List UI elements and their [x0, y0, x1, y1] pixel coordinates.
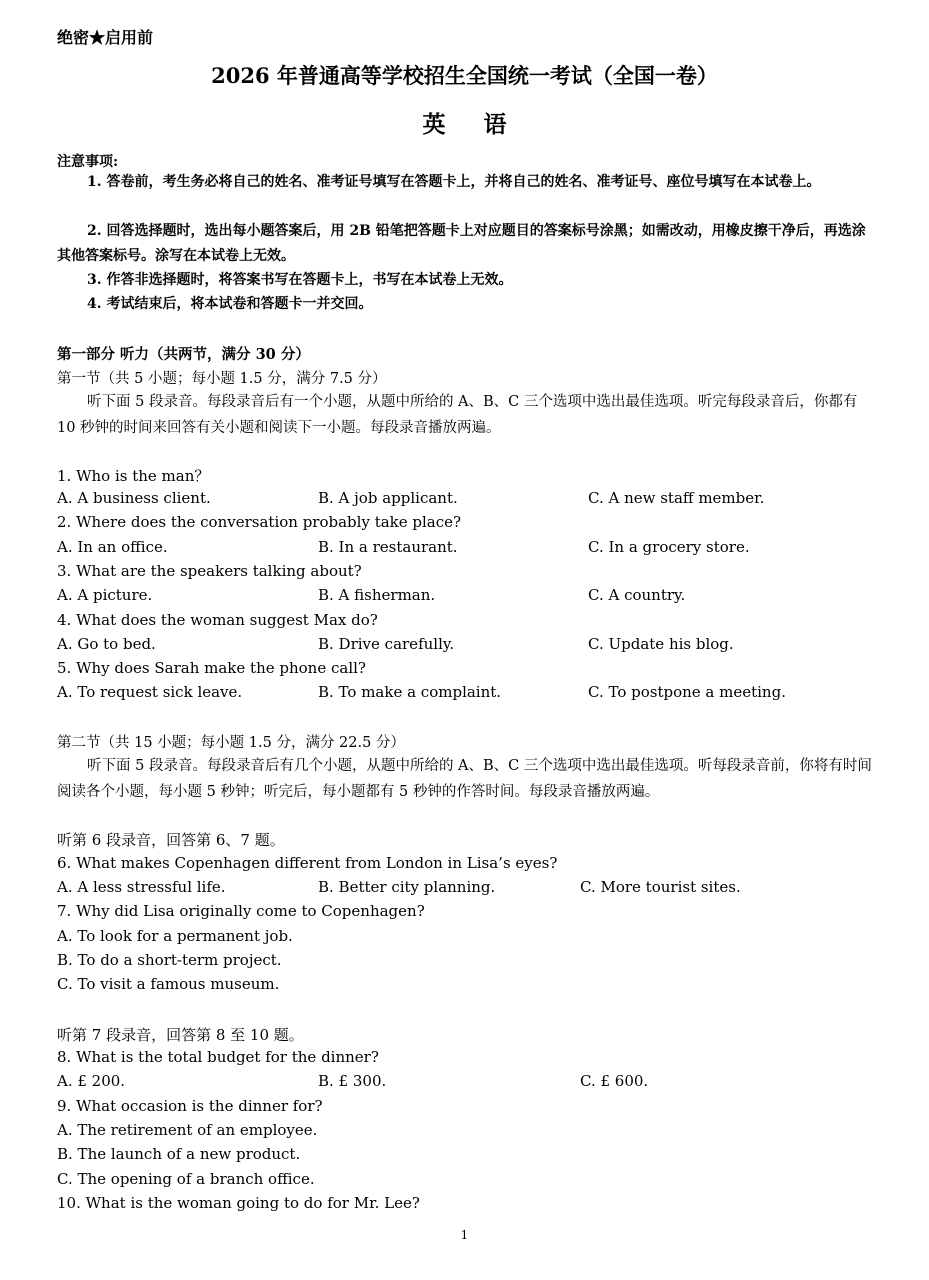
option-c: C. The opening of a branch office. — [57, 1170, 315, 1188]
option-b: B. To make a complaint. — [318, 683, 502, 701]
option-c: C. A country. — [588, 586, 686, 604]
note-item: 3. 作答非选择题时，将答案书写在答题卡上，书写在本试卷上无效。 — [87, 272, 513, 288]
option-b: B. Better city planning. — [318, 878, 496, 896]
question-text: 1. Who is the man？ — [57, 467, 210, 485]
option-b: B. To do a short-term project. — [57, 951, 282, 969]
question-text: 9. What occasion is the dinner for? — [57, 1097, 323, 1115]
subject-title: 英语 — [422, 111, 545, 138]
section1-title: 第一节（共 5 小题；每小题 1.5 分，满分 7.5 分） — [57, 371, 387, 387]
section2-instructions: 听下面 5 段录音。每段录音后有几个小题，从题中所给的 A、B、C 三个选项中选出最佳选项。听每段录音前，你将有时间阅读各个小题，每小题 5 秒钟；听完后，每小题都有 5 秒钟的作答时间。每段录音播放两遍。 — [57, 758, 872, 800]
question-text: 10. What is the woman going to do for Mr. Lee? — [57, 1194, 420, 1212]
note-item: 1. 答卷前，考生务必将自己的姓名、准考证号填写在答题卡上，并将自己的姓名、准考证号、座位号填写在本试卷上。 — [87, 174, 821, 190]
option-c: C. A new staff member. — [588, 489, 765, 507]
question-text: 3. What are the speakers talking about? — [57, 562, 362, 580]
note-item: 4. 考试结束后，将本试卷和答题卡一并交回。 — [87, 296, 373, 312]
question-text: 6. What makes Copenhagen different from London in Lisa’s eyes? — [57, 854, 558, 872]
option-b: B. A fisherman. — [318, 586, 436, 604]
option-b: B. Drive carefully. — [318, 635, 455, 653]
part1-title: 第一部分 听力（共两节，满分 30 分） — [57, 346, 310, 363]
option-b: B. In a restaurant. — [318, 538, 458, 556]
option-a: A. A picture. — [57, 586, 153, 604]
option-c: C. £ 600. — [580, 1072, 649, 1090]
option-a: A. In an office. — [57, 538, 168, 556]
option-c: C. More tourist sites. — [580, 878, 741, 896]
option-b: B. The launch of a new product. — [57, 1145, 301, 1163]
option-c: C. To postpone a meeting. — [588, 683, 786, 701]
question-text: 5. Why does Sarah make the phone call? — [57, 659, 366, 677]
question-text: 2. Where does the conversation probably take place? — [57, 513, 462, 531]
confidential-label: 绝密★启用前 — [57, 28, 154, 47]
group-instruction: 听第 7 段录音，回答第 8 至 10 题。 — [57, 1026, 304, 1044]
group-instruction: 听第 6 段录音，回答第 6、7 题。 — [57, 831, 285, 849]
page-number: 1 — [460, 1228, 469, 1242]
option-a: A. £ 200. — [57, 1072, 126, 1090]
section2-title: 第二节（共 15 小题；每小题 1.5 分，满分 22.5 分） — [57, 735, 405, 751]
option-c: C. Update his blog. — [588, 635, 734, 653]
question-text: 7. Why did Lisa originally come to Copenhagen? — [57, 902, 425, 920]
notes-heading: 注意事项: — [57, 154, 119, 170]
option-b: B. A job applicant. — [318, 489, 458, 507]
section1-instructions: 听下面 5 段录音。每段录音后有一个小题，从题中所给的 A、B、C 三个选项中选出最佳选项。听完每段录音后，你都有 10 秒钟的时间来回答有关小题和阅读下一小题。每段录音播放两遍。 — [57, 394, 858, 436]
question-text: 8. What is the total budget for the dinner? — [57, 1048, 379, 1066]
option-a: A. The retirement of an employee. — [57, 1121, 318, 1139]
option-a: A. A less stressful life. — [57, 878, 226, 896]
option-a: A. A business client. — [57, 489, 211, 507]
option-c: C. To visit a famous museum. — [57, 975, 280, 993]
option-a: A. To request sick leave. — [57, 683, 243, 701]
option-a: A. To look for a permanent job. — [57, 927, 293, 945]
question-text: 4. What does the woman suggest Max do? — [57, 611, 378, 629]
note-item: 2. 回答选择题时，选出每小题答案后，用 2B 铅笔把答题卡上对应题目的答案标号涂黑；如需改动，用橡皮擦干净后，再选涂其他答案标号。涂写在本试卷上无效。 — [57, 223, 866, 264]
option-a: A. Go to bed. — [57, 635, 156, 653]
exam-title: 2026 年普通高等学校招生全国统一考试（全国一卷） — [211, 63, 718, 88]
option-b: B. £ 300. — [318, 1072, 387, 1090]
option-c: C. In a grocery store. — [588, 538, 750, 556]
